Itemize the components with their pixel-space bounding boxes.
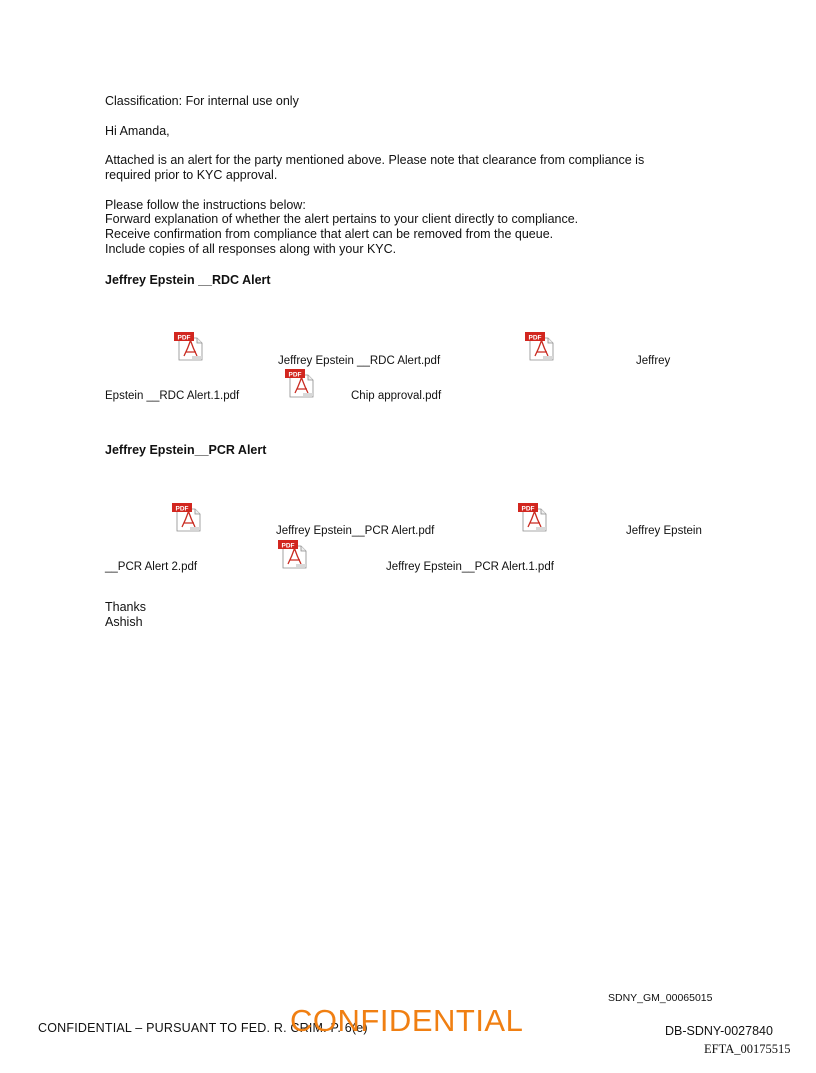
attachment-link[interactable]: Chip approval.pdf <box>351 390 442 402</box>
confidential-notice: CONFIDENTIAL – PURSUANT TO FED. R. CRIM. P. 6(e) <box>38 1021 368 1035</box>
svg-text:PDF: PDF <box>281 542 295 550</box>
signoff: Thanks <box>105 600 146 614</box>
attachment-link[interactable]: Jeffrey Epstein <box>626 525 702 537</box>
section-heading-rdc: Jeffrey Epstein __RDC Alert <box>105 273 271 287</box>
svg-text:PDF: PDF <box>521 505 535 513</box>
signature: Ashish <box>105 615 143 629</box>
paragraph-line: Attached is an alert for the party mentioned above. Please note that clearance from compliance is <box>105 153 645 167</box>
adobe-pdf-icon[interactable] <box>517 502 551 532</box>
instructions-intro: Please follow the instructions below: <box>105 198 306 212</box>
attachment-link[interactable]: Jeffrey Epstein__PCR Alert.1.pdf <box>386 561 554 573</box>
section-heading-pcr: Jeffrey Epstein__PCR Alert <box>105 443 267 457</box>
attachment-link[interactable]: __PCR Alert 2.pdf <box>105 561 198 573</box>
confidential-stamp: CONFIDENTIAL <box>290 1003 524 1038</box>
svg-text:PDF: PDF <box>177 334 191 342</box>
adobe-pdf-icon[interactable] <box>277 539 311 569</box>
efta-number: EFTA_00175515 <box>704 1042 791 1056</box>
adobe-pdf-icon[interactable] <box>171 502 205 532</box>
svg-text:PDF: PDF <box>288 371 302 379</box>
instruction-item: Include copies of all responses along with your KYC. <box>105 242 397 256</box>
adobe-pdf-icon[interactable] <box>173 331 207 361</box>
greeting: Hi Amanda, <box>105 124 170 138</box>
bates-number-db: DB-SDNY-0027840 <box>665 1024 773 1038</box>
paragraph-line: required prior to KYC approval. <box>105 168 278 182</box>
attachment-link[interactable]: Jeffrey Epstein __RDC Alert.pdf <box>278 355 441 367</box>
svg-text:PDF: PDF <box>175 505 189 513</box>
adobe-pdf-icon[interactable] <box>284 368 318 398</box>
bates-number-sdny-gm: SDNY_GM_00065015 <box>608 992 713 1004</box>
classification-line: Classification: For internal use only <box>105 94 299 108</box>
instruction-item: Receive confirmation from compliance that alert can be removed from the queue. <box>105 227 554 241</box>
adobe-pdf-icon[interactable] <box>524 331 558 361</box>
attachment-link[interactable]: Jeffrey <box>636 355 671 367</box>
svg-text:PDF: PDF <box>528 334 542 342</box>
attachment-link[interactable]: Epstein __RDC Alert.1.pdf <box>105 390 240 402</box>
instruction-item: Forward explanation of whether the alert pertains to your client directly to compliance. <box>105 212 579 226</box>
attachment-link[interactable]: Jeffrey Epstein__PCR Alert.pdf <box>276 525 435 537</box>
